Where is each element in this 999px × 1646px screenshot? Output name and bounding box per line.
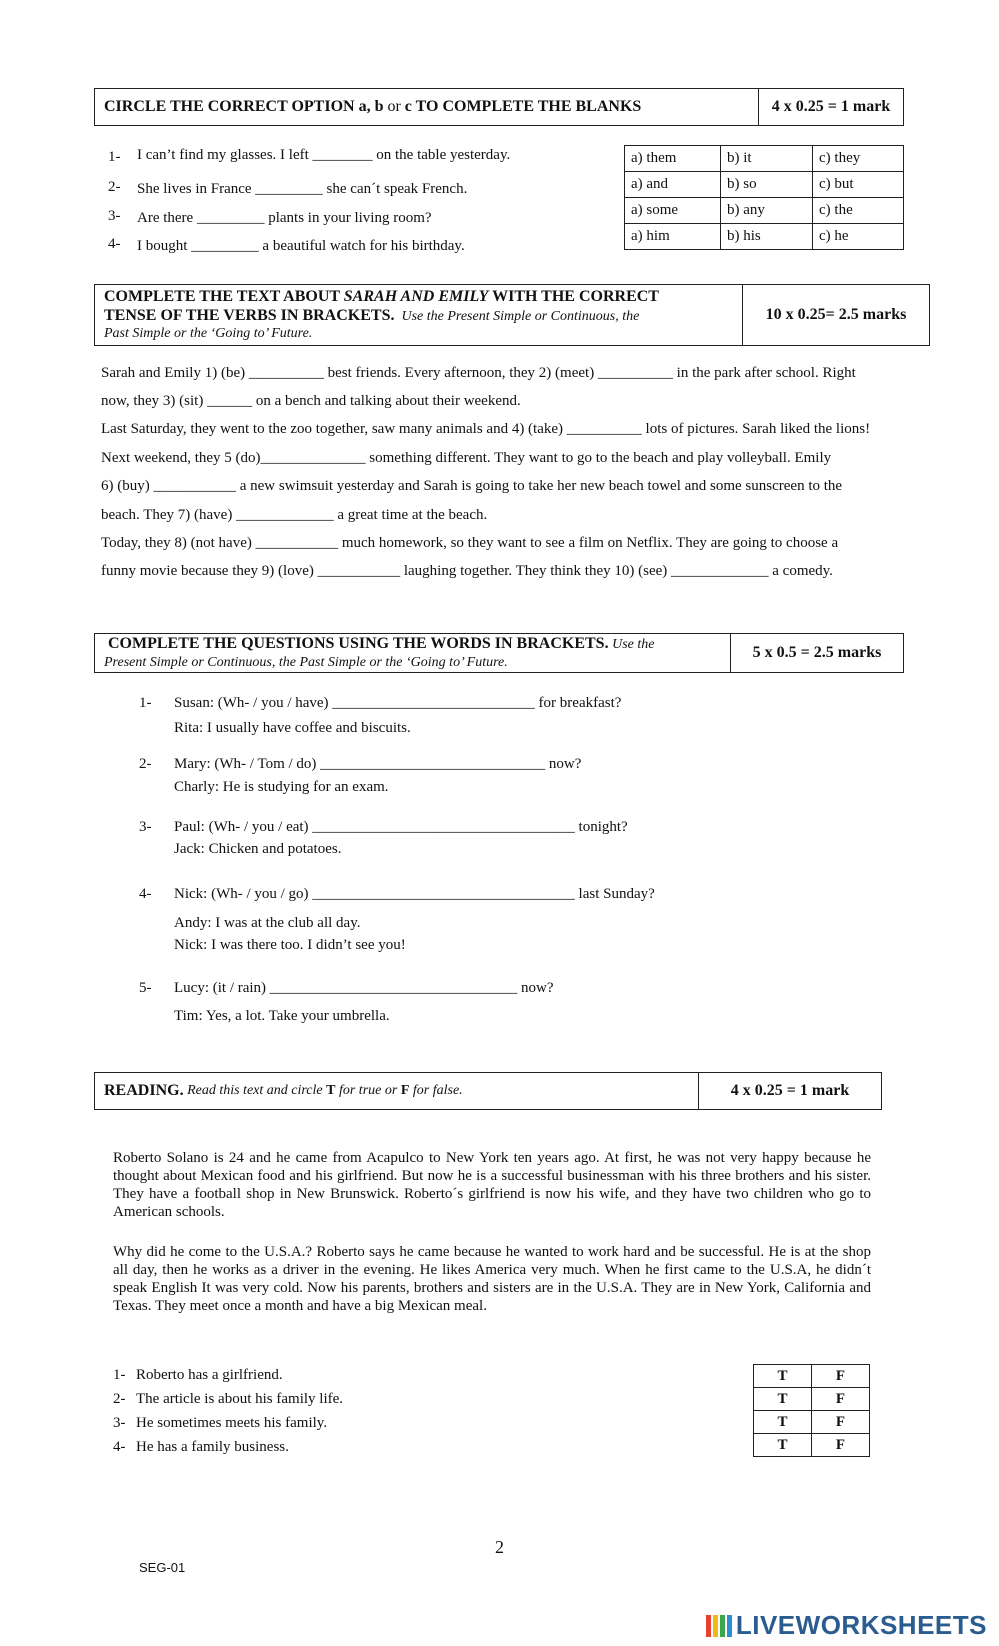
false-option[interactable]: F [812,1365,870,1388]
option-a[interactable]: a) some [625,198,721,224]
false-option[interactable]: F [812,1411,870,1434]
option-b[interactable]: b) his [721,224,813,250]
section1-options-table [624,145,904,250]
option-a[interactable]: a) and [625,172,721,198]
s1-item4-num: 4- [108,236,121,252]
s3-q5-line1: Lucy: (it / rain) _________________________________ now? [174,980,554,996]
s1-item1-text: I can’t find my glasses. I left ________ on the table yesterday. [137,147,511,163]
false-option[interactable]: F [812,1434,870,1457]
page-number: 2 [495,1537,504,1557]
option-b[interactable]: b) so [721,172,813,198]
tf-row [754,1434,870,1457]
section1-title-part2: or [383,98,405,115]
s2-line5: 6) (buy) ___________ a new swimsuit yesterday and Sarah is going to take her new beach towel and some sunscreen to the [101,478,843,494]
section1-marks: 4 x 0.25 = 1 mark [771,98,891,115]
s3-q3-line1: Paul: (Wh- / you / eat) ___________________________________ tonight? [174,819,628,835]
s3-q2-num: 2- [139,756,152,772]
option-b[interactable]: b) it [721,146,813,172]
logo-icon [706,1615,732,1637]
tf-row [754,1411,870,1434]
s2-line7: Today, they 8) (not have) ___________ much homework, so they want to see a film on Netflix. They are going to choose a [101,535,839,551]
s2-line3: Last Saturday, they went to the zoo together, saw many animals and 4) (take) __________ lots of pictures. Sarah liked the lions! [101,421,871,437]
section4-instr-t: T [326,1083,336,1098]
liveworksheets-logo[interactable] [706,1610,987,1641]
true-option[interactable]: T [754,1388,812,1411]
section4-instr-a: Read this text and circle [183,1083,327,1098]
s1-item2-text: She lives in France _________ she can´t speak French. [137,181,468,197]
s3-q4-line3: Nick: I was there too. I didn’t see you! [174,937,406,953]
section2-marks: 10 x 0.25= 2.5 marks [765,306,907,323]
s3-q1-line1: Susan: (Wh- / you / have) ___________________________ for breakfast? [174,695,622,711]
option-b[interactable]: b) any [721,198,813,224]
s4-st3-text: He sometimes meets his family. [136,1415,328,1431]
section2-title-c: WITH THE CORRECT [488,288,659,305]
s3-q1-line2: Rita: I usually have coffee and biscuits. [174,720,411,736]
options-row [625,146,904,172]
s3-q5-line2: Tim: Yes, a lot. Take your umbrella. [174,1008,390,1024]
s1-item1-num: 1- [108,149,121,165]
section3-instr-b: Present Simple or Continuous, the Past Simple or the ‘Going to’ Future. [104,655,508,670]
option-c[interactable]: c) they [813,146,904,172]
section2-title-d: TENSE OF THE VERBS IN BRACKETS. [104,307,395,324]
s4-st3-num: 3- [113,1415,126,1431]
options-row [625,224,904,250]
document-code: SEG-01 [139,1560,186,1575]
s1-item2-num: 2- [108,179,121,195]
s3-q2-line2: Charly: He is studying for an exam. [174,779,389,795]
reading-paragraph-1: Roberto Solano is 24 and he came from Acapulco to New York ten years ago. At first, he was not very happy because he thought about Mexican food and his girlfriend. But now he is a successful businessman with his three brothers and his sister. They have a football shop in New Brunswick. Roberto´s girlfriend is now his wife, and they have two children who go to American schools. [113,1150,871,1220]
logo-text: LIVEWORKSHEETS [735,1610,987,1640]
option-c[interactable]: c) he [813,224,904,250]
option-a[interactable]: a) him [625,224,721,250]
s3-q3-line2: Jack: Chicken and potatoes. [174,841,342,857]
section4-title-text: READING. [104,1082,184,1099]
section2-header [94,284,930,346]
true-false-table [753,1364,870,1457]
section4-instr-f: F [400,1083,410,1098]
section2-title [95,285,743,345]
s2-line2: now, they 3) (sit) ______ on a bench and talking about their weekend. [101,393,521,409]
s4-st1-num: 1- [113,1367,126,1383]
s3-q1-num: 1- [139,695,152,711]
section1-title-part1: CIRCLE THE CORRECT OPTION a, b [104,98,384,115]
section2-instr-a: Use the Present Simple or Continuous, the [394,309,640,324]
option-a[interactable]: a) them [625,146,721,172]
options-row [625,172,904,198]
section3-title-text: COMPLETE THE QUESTIONS USING THE WORDS IN BRACKETS. [108,635,609,652]
s4-st4-text: He has a family business. [136,1439,289,1455]
section3-title [95,634,731,672]
true-option[interactable]: T [754,1365,812,1388]
section1-title [95,89,759,125]
s1-item4-text: I bought _________ a beautiful watch for his birthday. [137,238,465,254]
s4-st1-text: Roberto has a girlfriend. [136,1367,283,1383]
section4-instr-b: for true or [335,1083,401,1098]
section3-header [94,633,904,673]
s3-q4-num: 4- [139,886,152,902]
section2-instr-b: Past Simple or the ‘Going to’ Future. [104,326,313,341]
s3-q4-line1: Nick: (Wh- / you / go) ___________________________________ last Sunday? [174,886,655,902]
section3-marks: 5 x 0.5 = 2.5 marks [752,644,882,661]
s1-item3-text: Are there _________ plants in your living room? [137,210,432,226]
reading-paragraph-2: Why did he come to the U.S.A.? Roberto says he came because he wanted to work hard and be successful. He is at the shop all day, then he works as a driver in the evening. He likes America very much. When he first came to the U.S.A, he didn´t speak English It was very cold. Now his parents, brothers and sisters are in the U.S.A. They are in New York, California and Texas. They meet once a month and have a big Mexican meal. [113,1244,871,1314]
s4-st2-text: The article is about his family life. [136,1391,344,1407]
true-option[interactable]: T [754,1411,812,1434]
s2-line4: Next weekend, they 5 (do)______________ something different. They want to go to the beach and play volleyball. Emily [101,450,832,466]
tf-row [754,1365,870,1388]
true-option[interactable]: T [754,1434,812,1457]
section4-header [94,1072,882,1110]
s2-line8: funny movie because they 9) (love) ___________ laughing together. They think they 10) (see) _____________ a comedy. [101,563,833,579]
s3-q5-num: 5- [139,980,152,996]
section2-title-a: COMPLETE THE TEXT ABOUT [104,288,344,305]
options-row [625,198,904,224]
s2-line6: beach. They 7) (have) _____________ a great time at the beach. [101,507,488,523]
section2-title-b: SARAH AND EMILY [343,288,489,305]
s3-q3-num: 3- [139,819,152,835]
option-c[interactable]: c) but [813,172,904,198]
s3-q2-line1: Mary: (Wh- / Tom / do) ______________________________ now? [174,756,582,772]
s4-st4-num: 4- [113,1439,126,1455]
section1-header [94,88,904,126]
section4-title [95,1073,699,1109]
section3-instr-a: Use the [608,637,655,652]
section1-title-part3: c TO COMPLETE THE BLANKS [404,98,642,115]
section4-marks: 4 x 0.25 = 1 mark [730,1082,850,1099]
section4-instr-c: for false. [409,1083,463,1098]
s1-item3-num: 3- [108,208,121,224]
false-option[interactable]: F [812,1388,870,1411]
option-c[interactable]: c) the [813,198,904,224]
s4-st2-num: 2- [113,1391,126,1407]
s2-line1: Sarah and Emily 1) (be) __________ best friends. Every afternoon, they 2) (meet) __________ in the park after school. Right [101,365,856,381]
tf-row [754,1388,870,1411]
s3-q4-line2: Andy: I was at the club all day. [174,915,361,931]
